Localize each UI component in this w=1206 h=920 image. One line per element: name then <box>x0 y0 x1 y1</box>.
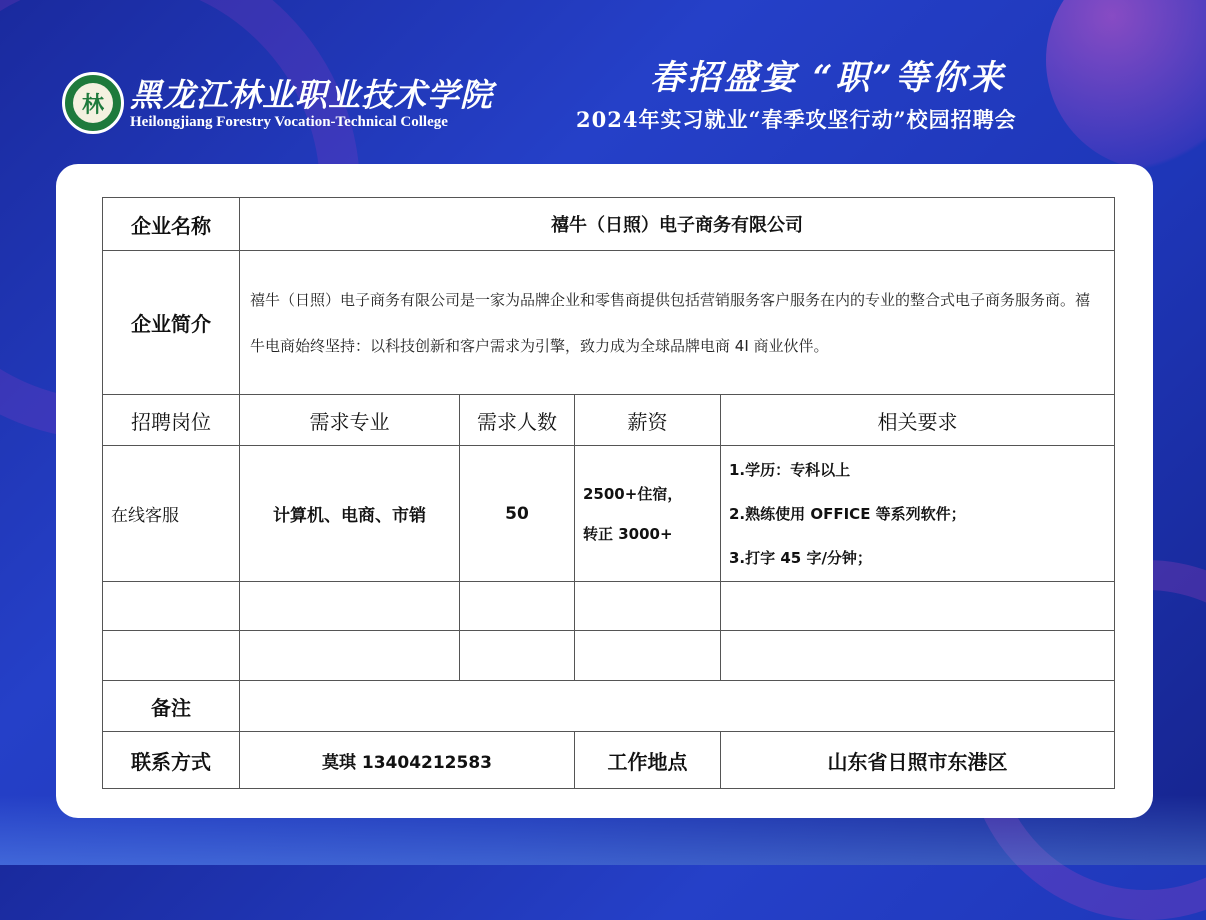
contact-value: 莫琪 13404212583 <box>240 732 575 789</box>
job-row <box>103 446 1115 582</box>
remark-label: 备注 <box>103 681 240 732</box>
intro-label: 企业简介 <box>103 251 240 395</box>
intro-row <box>103 251 1115 395</box>
job-major: 计算机、电商、市销 <box>240 446 460 582</box>
empty-cell <box>575 582 721 631</box>
company-row <box>103 198 1115 251</box>
empty-cell <box>721 631 1115 681</box>
company-label: 企业名称 <box>103 198 240 251</box>
event-subtitle: 2024年实习就业“春季攻坚行动”校园招聘会 <box>576 107 1017 132</box>
job-count: 50 <box>460 446 575 582</box>
col-header-salary: 薪资 <box>575 395 721 446</box>
remark-value <box>240 681 1115 732</box>
salary-line-1: 2500+住宿， <box>583 484 683 503</box>
job-position: 在线客服 <box>103 446 240 582</box>
col-header-requirements: 相关要求 <box>721 395 1115 446</box>
job-info-card <box>56 164 1153 818</box>
location-value: 山东省日照市东港区 <box>721 732 1115 789</box>
background-orb <box>1046 0 1206 170</box>
requirement-2: 2.熟练使用 OFFICE 等系列软件； <box>729 504 966 523</box>
empty-row <box>103 582 1115 631</box>
school-seal-icon: 林 <box>73 83 113 123</box>
requirement-1: 1.学历：专科以上 <box>729 460 851 479</box>
contact-row <box>103 732 1115 789</box>
empty-cell <box>460 631 575 681</box>
empty-cell <box>103 582 240 631</box>
empty-row <box>103 631 1115 681</box>
empty-cell <box>575 631 721 681</box>
col-header-major: 需求专业 <box>240 395 460 446</box>
remark-row <box>103 681 1115 732</box>
empty-cell <box>240 582 460 631</box>
col-header-count: 需求人数 <box>460 395 575 446</box>
job-salary <box>575 446 721 582</box>
school-logo <box>62 72 124 134</box>
empty-cell <box>240 631 460 681</box>
column-header-row <box>103 395 1115 446</box>
intro-text: 禧牛（日照）电子商务有限公司是一家为品牌企业和零售商提供包括营销服务客户服务在内的专业的整合式电子商务服务商。禧牛电商始终坚持：以科技创新和客户需求为引擎，致力成为全球品牌电商 4I 商业伙伴。 <box>240 251 1115 395</box>
empty-cell <box>103 631 240 681</box>
salary-line-2: 转正 3000+ <box>583 524 673 543</box>
col-header-position: 招聘岗位 <box>103 395 240 446</box>
school-name-en: Heilongjiang Forestry Vocation-Technical College <box>130 114 448 130</box>
job-info-table <box>102 197 1115 789</box>
school-name-cn: 黑龙江林业职业技术学院 <box>130 76 494 114</box>
company-name: 禧牛（日照）电子商务有限公司 <box>240 198 1115 251</box>
contact-label: 联系方式 <box>103 732 240 789</box>
empty-cell <box>460 582 575 631</box>
requirement-3: 3.打字 45 字/分钟； <box>729 548 872 567</box>
job-requirements <box>721 446 1115 582</box>
empty-cell <box>721 582 1115 631</box>
event-title: 春招盛宴 “职”等你来 <box>650 58 1006 98</box>
location-label: 工作地点 <box>575 732 721 789</box>
